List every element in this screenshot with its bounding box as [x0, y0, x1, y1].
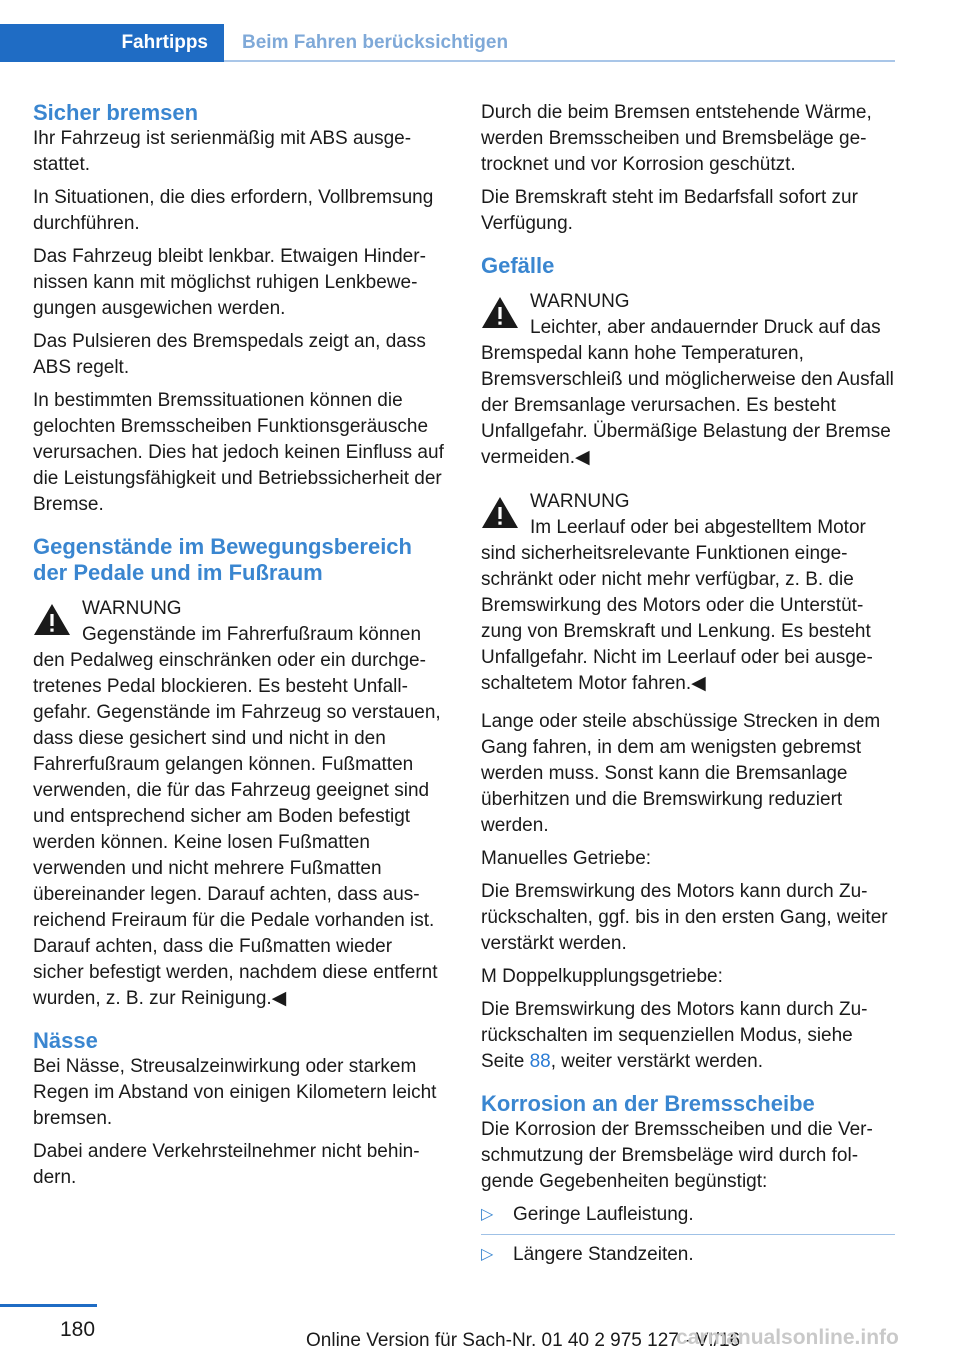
warning-title: WARNUNG: [530, 491, 630, 512]
footer-rule: [0, 1304, 97, 1307]
warning-triangle-icon: [481, 495, 519, 529]
left-column: [33, 100, 447, 1198]
chapter-header: [0, 24, 895, 62]
warning-lead: Leichter, aber andauernder Druck auf: [530, 317, 845, 338]
warning-block: [481, 289, 895, 471]
warning-text: [481, 515, 895, 697]
paragraph-text: , weiter verstärkt werden.: [550, 1051, 763, 1072]
tab-beim-fahren[interactable]: Beim Fahren berücksichtigen: [242, 32, 509, 53]
warning-body: das Bremspedal kann hohe Temperaturen, Bremsverschleiß und möglicherweise den Ausfall der Bremsanlage verursachen. Es besteht Unfallgefahr. Übermäßige Belastung der Bremse vermeiden.◀: [481, 317, 894, 468]
warning-text: [481, 315, 895, 471]
warning-block: [33, 596, 447, 1012]
paragraph: Durch die beim Bremsen entstehende Wärme, werden Bremsscheiben und Bremsbeläge getrocknet und vor Korrosion geschützt.: [481, 102, 872, 175]
paragraph: Lange oder steile abschüssige Strecken in dem Gang fahren, in dem am wenigsten gebremst werden muss. Sonst kann die Bremsanlage überhitzen und die Bremswirkung reduziert werden.: [481, 711, 881, 836]
paragraph: Das Fahrzeug bleibt lenkbar. Etwaigen Hindernissen kann mit möglichst ruhigen Lenkbewegungen ausgewichen werden.: [33, 246, 426, 319]
heading-gegenstaende: Gegenstände im Bewegungsbereich der Pedale und im Fußraum: [33, 534, 412, 585]
bullet-triangle-icon: ▷: [481, 1206, 494, 1223]
list-item: [481, 1242, 895, 1268]
warning-title: WARNUNG: [530, 291, 630, 312]
warning-body: den Pedalweg einschränken oder ein durchgetretenes Pedal blockieren. Es besteht Unfallgefahr. Gegenstände im Fahrzeug so verstauen, dass diese gesichert sind und nicht in den Fahrerfußraum gelangen können. Fußmatten verwenden, die für das Fahrzeug geeignet sind und entsprechend sicher am Boden befestigt werden können. Keine losen Fußmatten verwenden und nicht mehrere Fußmatten übereinander legen. Darauf achten, dass ausreichend Freiraum für die Pedale vorhanden ist. Darauf achten, dass die Fußmatten wieder sicher befestigt werden, nachdem diese entfernt wurden, z. B. zur Reinigung.◀: [33, 650, 441, 1009]
heading-sicher-bremsen: Sicher bremsen: [33, 100, 199, 125]
paragraph: In Situationen, die dies erfordern, Vollbremsung durchführen.: [33, 187, 434, 234]
heading-korrosion: Korrosion an der Bremsscheibe: [481, 1091, 815, 1116]
warning-lead: Gegenstände im Fahrerfußraum können: [82, 624, 422, 645]
warning-text: [33, 622, 447, 1012]
paragraph: In bestimmten Bremssituationen können die gelochten Bremsscheiben Funktionsgeräusche verursachen. Dies hat jedoch keinen Einfluss auf die Leistungsfähigkeit und Betriebssicherheit der Bremse.: [33, 390, 444, 515]
right-column: [481, 100, 895, 1268]
warning-lead: Im Leerlauf oder bei abgestelltem Motor: [530, 517, 866, 538]
paragraph: Das Pulsieren des Bremspedals zeigt an, dass ABS regelt.: [33, 331, 426, 378]
paragraph: Die Bremswirkung des Motors kann durch Zurückschalten, ggf. bis in den ersten Gang, weiter verstärkt werden.: [481, 881, 888, 954]
paragraph: Die Bremskraft steht im Bedarfsfall sofort zur Verfügung.: [481, 187, 858, 234]
paragraph: M Doppelkupplungsgetriebe:: [481, 966, 723, 987]
warning-triangle-icon: [33, 602, 71, 636]
header-rule: [224, 60, 895, 62]
tab-fahrtipps[interactable]: Fahrtipps: [0, 24, 224, 62]
warning-title: WARNUNG: [82, 598, 182, 619]
heading-gefaelle: Gefälle: [481, 253, 555, 278]
heading-naesse: Nässe: [33, 1028, 98, 1053]
warning-body: sind sicherheitsrelevante Funktionen eingeschränkt oder nicht mehr verfügbar, z. B. die Bremswirkung des Motors oder die Unterstützung von Bremskraft und Lenkung. Es besteht Unfallgefahr. Nicht im Leerlauf oder bei ausgeschaltetem Motor fahren.◀: [481, 543, 873, 694]
paragraph: Bei Nässe, Streusalzeinwirkung oder starkem Regen im Abstand von einigen Kilometern leicht bremsen.: [33, 1056, 437, 1129]
list-item-text: Längere Standzeiten.: [513, 1244, 694, 1265]
page-number: 180: [60, 1318, 96, 1341]
warning-block: [481, 489, 895, 697]
paragraph: Manuelles Getriebe:: [481, 848, 652, 869]
bullet-triangle-icon: ▷: [481, 1246, 494, 1263]
list-divider: [481, 1234, 895, 1235]
list-item: [481, 1202, 895, 1228]
watermark: carmanualsonline.info: [676, 1326, 899, 1349]
warning-triangle-icon: [481, 295, 519, 329]
paragraph: [481, 997, 895, 1075]
page-link[interactable]: 88: [529, 1051, 551, 1072]
paragraph: Dabei andere Verkehrsteilnehmer nicht behindern.: [33, 1141, 420, 1188]
paragraph-text: Die Bremswirkung des Motors kann durch Zurückschalten im sequenziellen Modus, siehe Seite: [481, 999, 868, 1072]
online-version-text: Online Version für Sach-Nr. 01 40 2 975 127 - VI/16: [306, 1330, 741, 1351]
paragraph: Ihr Fahrzeug ist serienmäßig mit ABS ausgestattet.: [33, 128, 412, 175]
paragraph: Die Korrosion der Bremsscheiben und die Verschmutzung der Bremsbeläge wird durch folgende Gegebenheiten begünstigt:: [481, 1119, 873, 1192]
list-item-text: Geringe Laufleistung.: [513, 1204, 694, 1225]
